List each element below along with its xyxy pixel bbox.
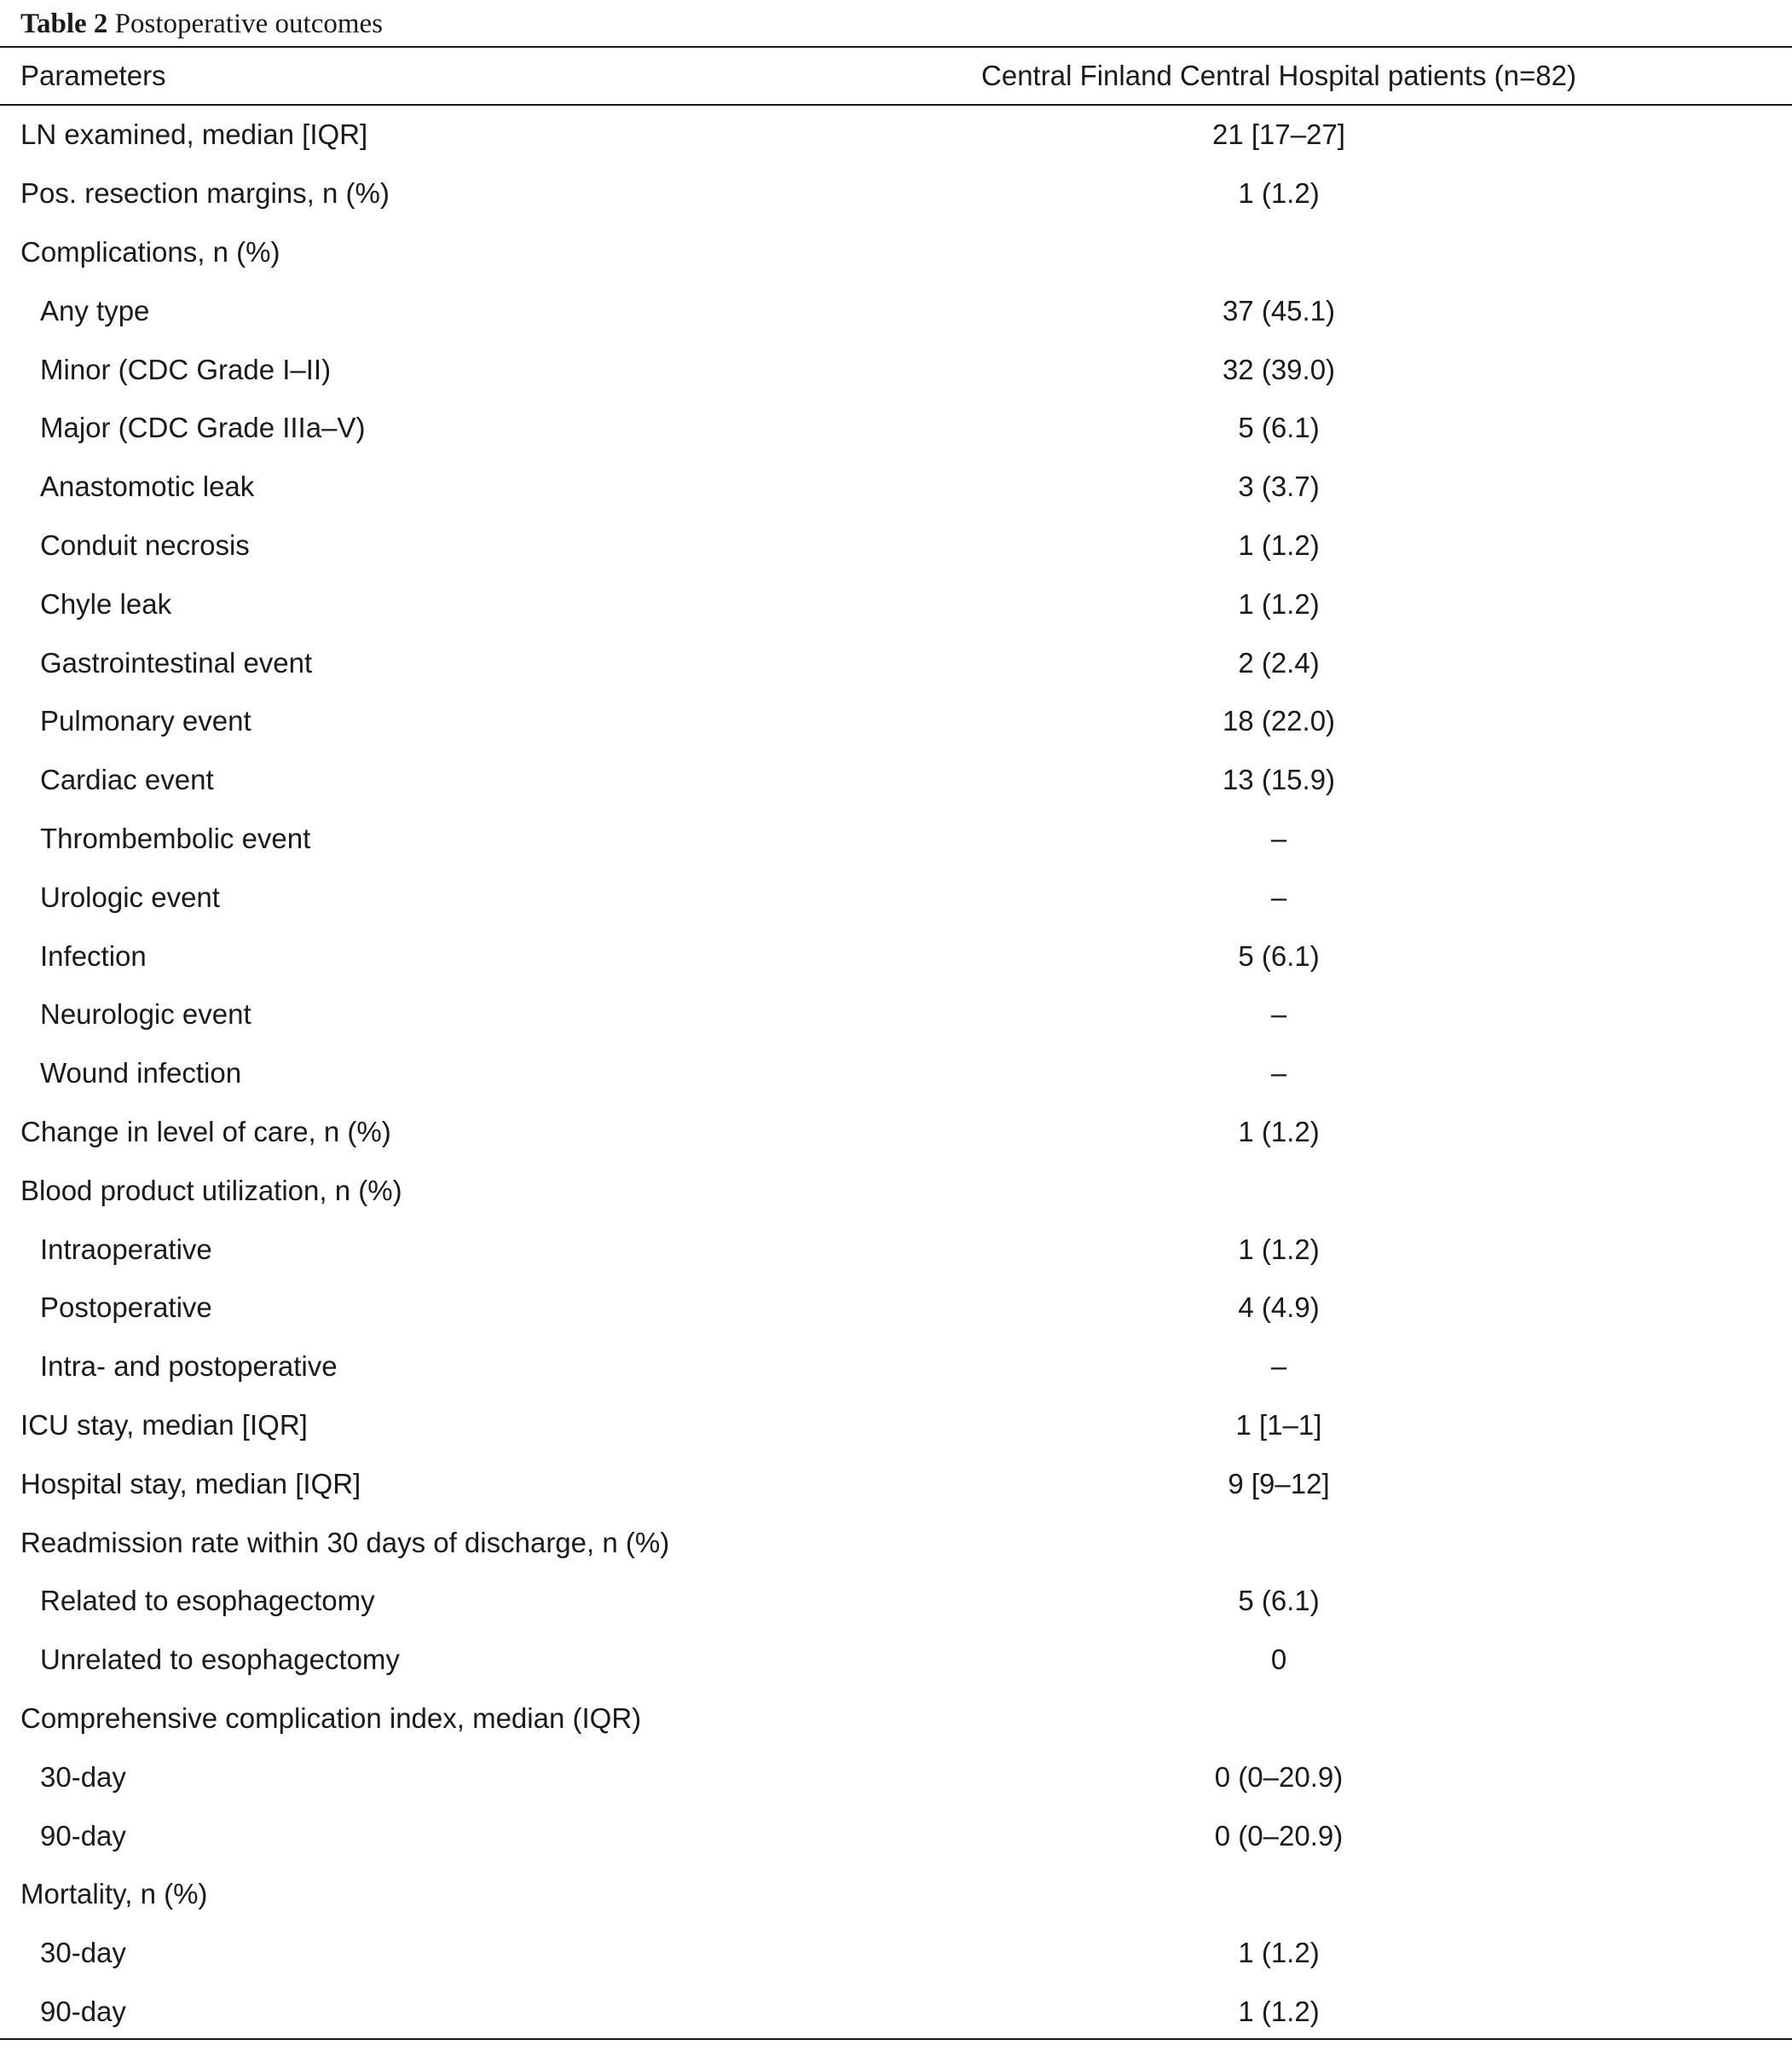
parameter-cell: Neurologic event: [40, 998, 251, 1031]
parameter-cell: Wound infection: [40, 1057, 242, 1089]
table-row: [0, 1690, 1792, 1748]
table-row: [0, 633, 1792, 692]
parameter-cell: Thrombembolic event: [40, 822, 311, 854]
value-cell: [938, 1161, 1620, 1220]
parameter-cell: Any type: [40, 294, 150, 326]
table-row: [0, 1454, 1792, 1513]
table-row: [0, 1044, 1792, 1103]
table-caption: [20, 7, 383, 41]
parameter-cell: 30-day: [40, 1937, 126, 1969]
value-cell: [938, 1865, 1620, 1924]
table-row: [0, 1924, 1792, 1983]
table-row: [0, 340, 1792, 399]
parameter-cell: 90-day: [40, 1995, 126, 2027]
value-cell: 1 (1.2): [1238, 587, 1320, 620]
value-cell: –: [1270, 1057, 1287, 1089]
column-header-parameters: Parameters: [20, 60, 166, 91]
table-row: [0, 517, 1792, 575]
table-row: [0, 692, 1792, 751]
parameter-cell: Unrelated to esophagectomy: [40, 1644, 400, 1676]
parameter-cell: Conduit necrosis: [40, 529, 250, 561]
value-cell: 1 [1–1]: [1235, 1408, 1322, 1441]
table-row: [0, 1513, 1792, 1572]
parameter-cell: LN examined, median [IQR]: [20, 118, 368, 151]
value-cell: 37 (45.1): [1222, 294, 1336, 326]
parameter-cell: Intra- and postoperative: [40, 1350, 338, 1383]
table-row: [0, 1337, 1792, 1396]
parameter-cell: Infection: [40, 939, 147, 972]
column-header-patients: Central Finland Central Hospital patients (n=82): [981, 60, 1576, 91]
table-bottom-rule: [0, 2038, 1792, 2040]
table-row: [0, 1396, 1792, 1455]
parameter-cell: Change in level of care, n (%): [20, 1115, 391, 1147]
table-row: [0, 751, 1792, 810]
table-row: [0, 399, 1792, 458]
parameter-cell: 30-day: [40, 1760, 126, 1793]
value-cell: 1 (1.2): [1238, 177, 1320, 210]
table-row: [0, 1748, 1792, 1806]
value-cell: [938, 1513, 1620, 1572]
parameter-cell: Hospital stay, median [IQR]: [20, 1467, 361, 1499]
value-cell: 5 (6.1): [1238, 1585, 1320, 1617]
table-row: [0, 223, 1792, 282]
table-row: [0, 1279, 1792, 1337]
table-row: [0, 575, 1792, 633]
parameter-cell: Pos. resection margins, n (%): [20, 177, 390, 210]
value-cell: 3 (3.7): [1238, 471, 1320, 503]
parameter-cell: Comprehensive complication index, median (IQR): [20, 1701, 642, 1734]
table-row: [0, 165, 1792, 223]
value-cell: 0: [1270, 1644, 1287, 1676]
table-row: [0, 1161, 1792, 1220]
table-body: [0, 106, 1792, 2041]
parameter-cell: Major (CDC Grade IIIa–V): [40, 412, 366, 444]
value-cell: 5 (6.1): [1238, 939, 1320, 972]
table-row: [0, 1806, 1792, 1865]
value-cell: 21 [17–27]: [1212, 118, 1345, 151]
parameter-cell: Minor (CDC Grade I–II): [40, 353, 332, 385]
table-row: [0, 1631, 1792, 1690]
table-row: [0, 106, 1792, 165]
value-cell: –: [1270, 822, 1287, 854]
parameter-cell: Mortality, n (%): [20, 1878, 208, 1910]
table-caption-label: Table 2: [20, 9, 108, 39]
value-cell: 1 (1.2): [1238, 1233, 1320, 1265]
value-cell: [938, 1690, 1620, 1748]
table-row: [0, 868, 1792, 927]
table-header-row: [0, 48, 1792, 104]
table-row: [0, 985, 1792, 1044]
table-row: [0, 1983, 1792, 2042]
table-caption-title: Postoperative outcomes: [114, 9, 384, 39]
value-cell: 1 (1.2): [1238, 1937, 1320, 1969]
parameter-cell: 90-day: [40, 1819, 126, 1852]
parameter-cell: Cardiac event: [40, 764, 214, 796]
table-row: [0, 281, 1792, 340]
table-row: [0, 810, 1792, 869]
parameter-cell: Pulmonary event: [40, 705, 251, 737]
table-row: [0, 1572, 1792, 1631]
value-cell: 1 (1.2): [1238, 1995, 1320, 2027]
value-cell: 1 (1.2): [1238, 1115, 1320, 1147]
value-cell: 5 (6.1): [1238, 412, 1320, 444]
value-cell: 0 (0–20.9): [1214, 1760, 1344, 1793]
table-row: [0, 1220, 1792, 1279]
parameter-cell: Related to esophagectomy: [40, 1585, 375, 1617]
parameter-cell: Readmission rate within 30 days of discharge, n (%): [20, 1526, 670, 1558]
value-cell: –: [1270, 998, 1287, 1031]
parameter-cell: Chyle leak: [40, 587, 172, 620]
value-cell: 13 (15.9): [1222, 764, 1336, 796]
table-row: [0, 1103, 1792, 1162]
table-header: [0, 48, 1792, 104]
parameter-cell: Urologic event: [40, 881, 220, 913]
value-cell: 4 (4.9): [1238, 1291, 1320, 1324]
parameter-cell: Intraoperative: [40, 1233, 212, 1265]
table-row: [0, 458, 1792, 517]
parameter-cell: Anastomotic leak: [40, 471, 255, 503]
parameter-cell: Postoperative: [40, 1291, 212, 1324]
parameter-cell: Gastrointestinal event: [40, 646, 313, 679]
value-cell: 9 [9–12]: [1228, 1467, 1330, 1499]
value-cell: 0 (0–20.9): [1214, 1819, 1344, 1852]
value-cell: –: [1270, 881, 1287, 913]
value-cell: 18 (22.0): [1222, 705, 1336, 737]
table-row: [0, 927, 1792, 985]
parameter-cell: ICU stay, median [IQR]: [20, 1408, 308, 1441]
table-row: [0, 1865, 1792, 1924]
value-cell: [938, 223, 1620, 282]
value-cell: –: [1270, 1350, 1287, 1383]
value-cell: 1 (1.2): [1238, 529, 1320, 561]
value-cell: 32 (39.0): [1222, 353, 1336, 385]
parameter-cell: Complications, n (%): [20, 235, 280, 268]
value-cell: 2 (2.4): [1238, 646, 1320, 679]
parameter-cell: Blood product utilization, n (%): [20, 1174, 402, 1206]
